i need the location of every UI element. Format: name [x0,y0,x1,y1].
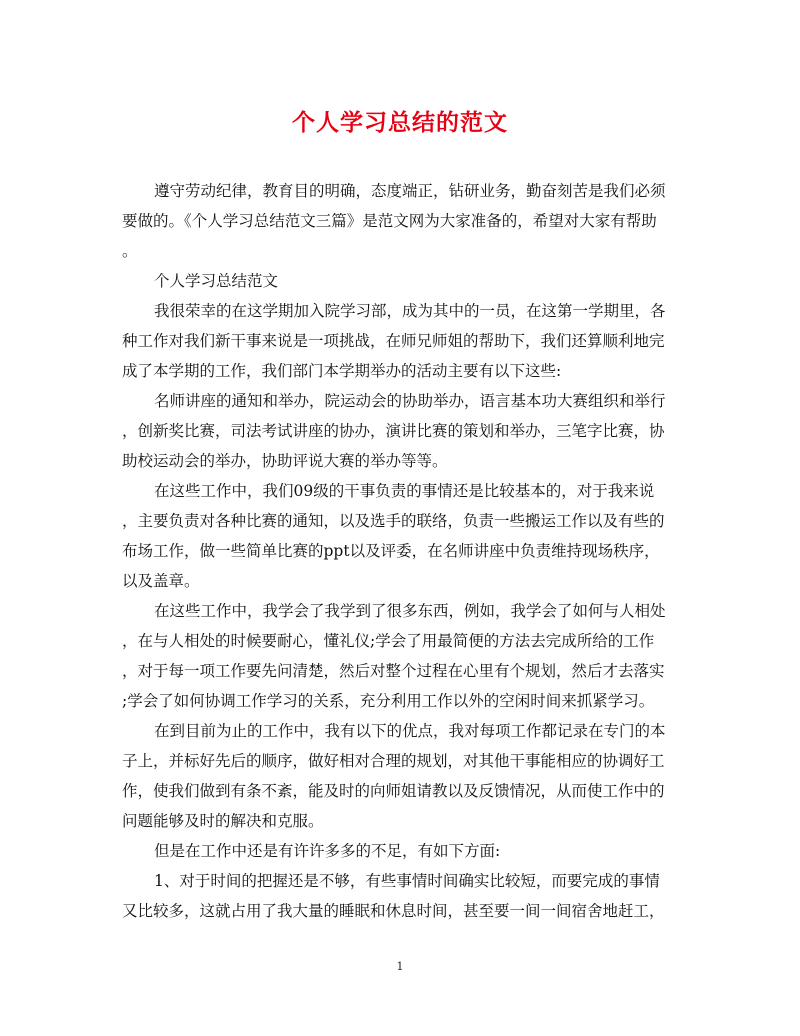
list-item-line: 又比较多，这就占用了我大量的睡眠和休息时间，甚至要一间一间宿舍地赶工， [122,902,665,920]
paragraph-line: 。 [122,242,138,260]
paragraph-line: 我很荣幸的在这学期加入院学习部，成为其中的一员，在这第一学期里，各 [154,302,666,320]
paragraph-line: 问题能够及时的解决和克服。 [122,812,324,830]
section-heading: 个人学习总结范文 [154,272,279,290]
paragraph-line: 布场工作，做一些简单比赛的ppt以及评委，在名师讲座中负责维持现场秩序， [122,542,660,560]
paragraph-line: ，主要负责对各种比赛的通知，以及选手的联络，负责一些搬运工作以及有些的 [122,512,665,530]
paragraph-line: ，在与人相处的时候要耐心，懂礼仪;学会了用最简便的方法去完成所给的工作 [122,632,655,650]
paragraph-line: 成了本学期的工作，我们部门本学期举办的活动主要有以下这些: [122,362,562,380]
document-body [122,176,678,926]
document-title: 个人学习总结的范文 [292,109,508,136]
paragraph-line: 助校运动会的举办，协助评说大赛的举办等等。 [122,452,448,470]
paragraph-line: 种工作对我们新干事来说是一项挑战，在师兄师姐的帮助下，我们还算顺利地完 [122,332,665,350]
paragraph-line: 以及盖章。 [122,572,200,590]
paragraph-line: 遵守劳动纪律，教育目的明确，态度端正，钻研业务，勤奋刻苦是我们必须 [154,182,666,200]
paragraph-line: 作，使我们做到有条不紊，能及时的向师姐请教以及反馈情况，从而使工作中的 [122,782,665,800]
list-item-line: 1、对于时间的把握还是不够，有些事情时间确实比较短，而要完成的事情 [154,872,660,890]
paragraph-line: 要做的。《个人学习总结范文三篇》是范文网为大家准备的，希望对大家有帮助 [122,212,657,230]
paragraph-line: 在这些工作中，我学会了我学到了很多东西，例如，我学会了如何与人相处 [154,602,666,620]
paragraph-line: 子上，并标好先后的顺序，做好相对合理的规划，对其他干事能相应的协调好工 [122,752,665,770]
paragraph-line: 在这些工作中，我们09级的干事负责的事情还是比较基本的，对于我来说 [154,482,655,500]
page-number: 1 [396,960,404,973]
paragraph-line: 在到目前为止的工作中，我有以下的优点，我对每项工作都记录在专门的本 [154,722,666,740]
paragraph-line: 名师讲座的通知和举办，院运动会的协助举办，语言基本功大赛组织和举行 [154,392,666,410]
paragraph-line: ，创新奖比赛，司法考试讲座的协办，演讲比赛的策划和举办，三笔字比赛，协 [122,422,665,440]
paragraph-line: 但是在工作中还是有许许多多的不足，有如下方面: [154,842,501,860]
paragraph-line: ;学会了如何协调工作学习的关系，充分利用工作以外的空闲时间来抓紧学习。 [122,692,655,710]
paragraph-line: ，对于每一项工作要先问清楚，然后对整个过程在心里有个规划，然后才去落实 [122,662,665,680]
